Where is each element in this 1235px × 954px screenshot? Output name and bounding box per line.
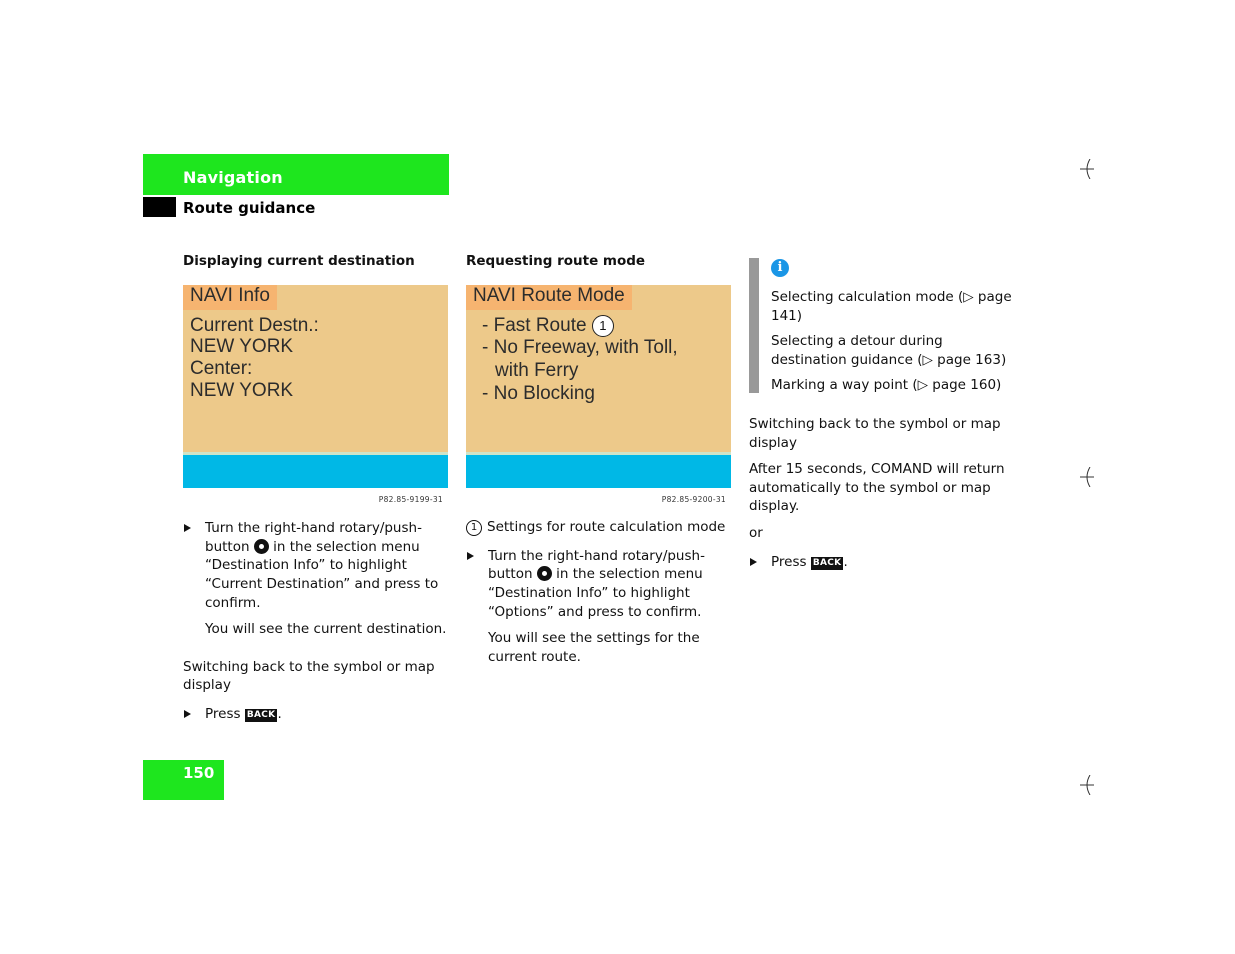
screen-title: NAVI Info xyxy=(183,285,277,310)
legend-number-icon: 1 xyxy=(466,520,482,536)
info-icon: i xyxy=(771,259,789,277)
bullet-triangle-icon xyxy=(750,558,757,566)
switch-back-heading: Switching back to the symbol or map display xyxy=(183,658,435,694)
screen-option-text: - Fast Route xyxy=(482,314,587,336)
instruction-step xyxy=(749,553,1019,572)
figure-reference: P82.85-9199-31 xyxy=(378,494,443,504)
legend-item xyxy=(466,518,734,537)
step-text: . xyxy=(277,705,282,722)
crop-mark-icon xyxy=(1080,467,1094,487)
page-number: 150 xyxy=(183,764,215,782)
screen-line: - No Blocking xyxy=(482,382,595,404)
info-item: Marking a way point (▷ page 160) xyxy=(771,377,1002,394)
step-text: Press xyxy=(205,705,241,722)
middle-column xyxy=(466,252,734,666)
screen-line xyxy=(482,315,614,337)
step-text: in the selection menu “Destination Info” to highlight “Current Destination” and press to confirm. xyxy=(205,538,439,611)
step-text: Press xyxy=(771,553,807,570)
screen-title: NAVI Route Mode xyxy=(466,285,632,310)
crop-mark-icon xyxy=(1080,159,1094,179)
or-text: or xyxy=(749,524,763,541)
screen-band xyxy=(183,455,448,488)
info-box xyxy=(749,258,1019,395)
navi-info-screen xyxy=(183,285,448,488)
callout-1-icon: 1 xyxy=(592,315,614,337)
middle-heading: Requesting route mode xyxy=(466,253,646,269)
switch-back-heading: Switching back to the symbol or map display xyxy=(749,415,1001,451)
bullet-triangle-icon xyxy=(184,710,191,718)
bullet-triangle-icon xyxy=(467,552,474,560)
left-heading: Displaying current destination xyxy=(183,253,415,269)
auto-return-text: After 15 seconds, COMAND will return automatically to the symbol or map display. xyxy=(749,461,1005,515)
back-key-icon: BACK xyxy=(246,709,276,720)
screen-line: Center: xyxy=(190,357,253,379)
screen-band xyxy=(466,455,731,488)
info-bar xyxy=(749,258,759,393)
step-text: in the selection menu “Destination Info” to highlight “Options” and press to confirm. xyxy=(488,566,703,620)
bullet-triangle-icon xyxy=(184,524,191,532)
instruction-step xyxy=(466,547,734,621)
screen-line: Current Destn.: xyxy=(190,314,319,336)
screen-line: - No Freeway, with Toll, xyxy=(482,336,678,358)
info-item: Selecting calculation mode (▷ page 141) xyxy=(771,289,1012,324)
section-title: Navigation xyxy=(183,168,283,187)
step-text: Turn the right-hand rotary/push-button xyxy=(205,520,422,555)
figure-reference: P82.85-9200-31 xyxy=(661,494,726,504)
crop-mark-icon xyxy=(1080,775,1094,795)
screen-line: with Ferry xyxy=(495,359,579,381)
info-item: Selecting a detour during destination guidance (▷ page 163) xyxy=(771,333,1007,368)
step-result: You will see the settings for the current route. xyxy=(488,630,700,665)
rotary-knob-icon xyxy=(537,566,552,581)
legend-text: Settings for route calculation mode xyxy=(487,519,726,536)
screen-line: NEW YORK xyxy=(190,379,294,401)
left-column xyxy=(183,252,451,724)
screen-line: NEW YORK xyxy=(190,335,294,357)
right-column xyxy=(749,258,1019,571)
instruction-step xyxy=(183,705,451,724)
step-text: Turn the right-hand rotary/push-button xyxy=(488,547,705,583)
subsection-marker xyxy=(143,197,176,217)
instruction-step xyxy=(183,519,451,612)
rotary-knob-icon xyxy=(254,539,269,554)
navi-route-mode-screen xyxy=(466,285,731,488)
step-result: You will see the current destination. xyxy=(205,621,447,638)
back-key-icon: BACK xyxy=(812,557,842,568)
subsection-title: Route guidance xyxy=(183,199,316,217)
step-text: . xyxy=(843,553,848,570)
